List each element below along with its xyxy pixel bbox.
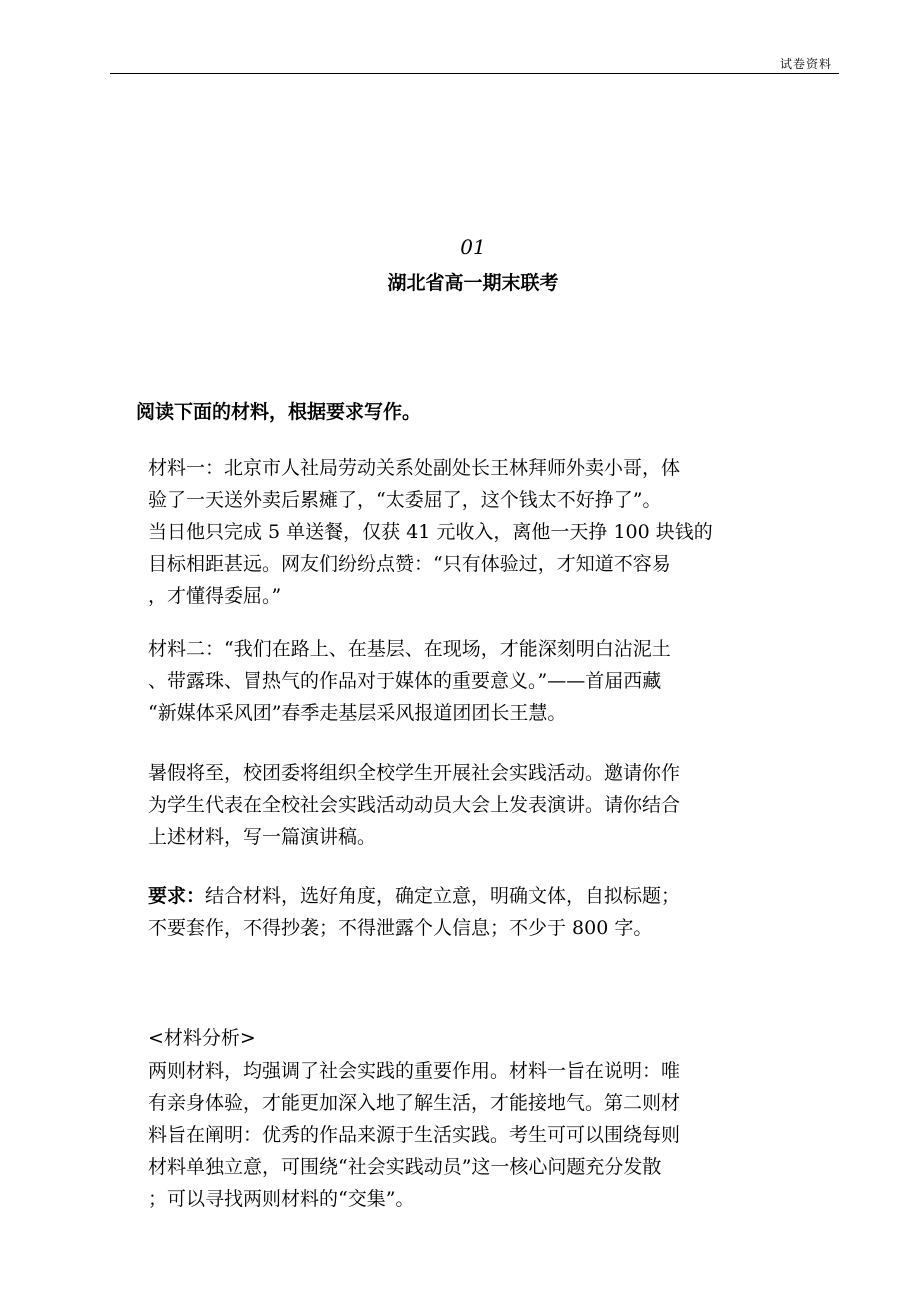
analysis-line: ；可以寻找两则材料的“交集”。 [148,1188,415,1210]
material-two-paragraph [148,633,798,729]
analysis-line: 两则材料，均强调了社会实践的重要作用。材料一旨在说明：唯 [148,1060,681,1082]
material-one-line: 材料一：北京市人社局劳动关系处副处长王林拜师外卖小哥，体 [148,457,681,479]
material-one-paragraph [148,452,798,612]
requirements-line-2: 不要套作，不得抄袭；不得泄露个人信息；不少于 800 字。 [148,917,653,939]
task-line: 为学生代表在全校社会实践活动动员大会上发表演讲。请你结合 [148,794,681,816]
task-line: 暑假将至，校团委将组织全校学生开展社会实践活动。邀请你作 [148,762,681,784]
material-one-line: 当日他只完成 5 单送餐，仅获 41 元收入，离他一天挣 100 块钱的 [148,521,713,543]
requirements-label: 要求： [148,885,206,907]
section-number: 01 [460,235,486,259]
analysis-heading: <材料分析> [148,1027,256,1049]
material-two-line: 、带露珠、冒热气的作品对于媒体的重要意义。”——首届西藏 [148,670,662,692]
header-label: 试卷资料 [780,57,833,71]
material-one-line: 目标相距甚远。网友们纷纷点赞：“只有体验过，才知道不容易 [148,553,671,575]
task-paragraph [148,757,798,853]
analysis-line: 料旨在阐明：优秀的作品来源于生活实践。考生可可以围绕每则 [148,1124,681,1146]
page-title: 湖北省高一期末联考 [387,272,559,294]
material-one-line: 验了一天送外卖后累瘫了，“太委屈了，这个钱太不好挣了”。 [148,489,662,511]
material-two-line: “新媒体采风团”春季走基层采风报道团团长王慧。 [148,702,567,724]
analysis-line: 有亲身体验，才能更加深入地了解生活，才能接地气。第二则材 [148,1092,681,1114]
requirements-line-1 [148,880,798,912]
header-rule [110,73,839,74]
requirements-paragraph [148,880,798,944]
analysis-paragraph [148,1055,798,1215]
material-one-line: ，才懂得委屈。” [148,585,282,607]
analysis-line: 材料单独立意，可围绕“社会实践动员”这一核心问题充分发散 [148,1156,662,1178]
task-line: 上述材料，写一篇演讲稿。 [148,826,377,848]
requirements-text-1: 结合材料，选好角度，确定立意，明确文体，自拟标题； [205,885,681,907]
instruction-heading: 阅读下面的材料，根据要求写作。 [136,401,422,423]
material-two-line: 材料二：“我们在路上、在基层、在现场，才能深刻明白沾泥土 [148,638,671,660]
